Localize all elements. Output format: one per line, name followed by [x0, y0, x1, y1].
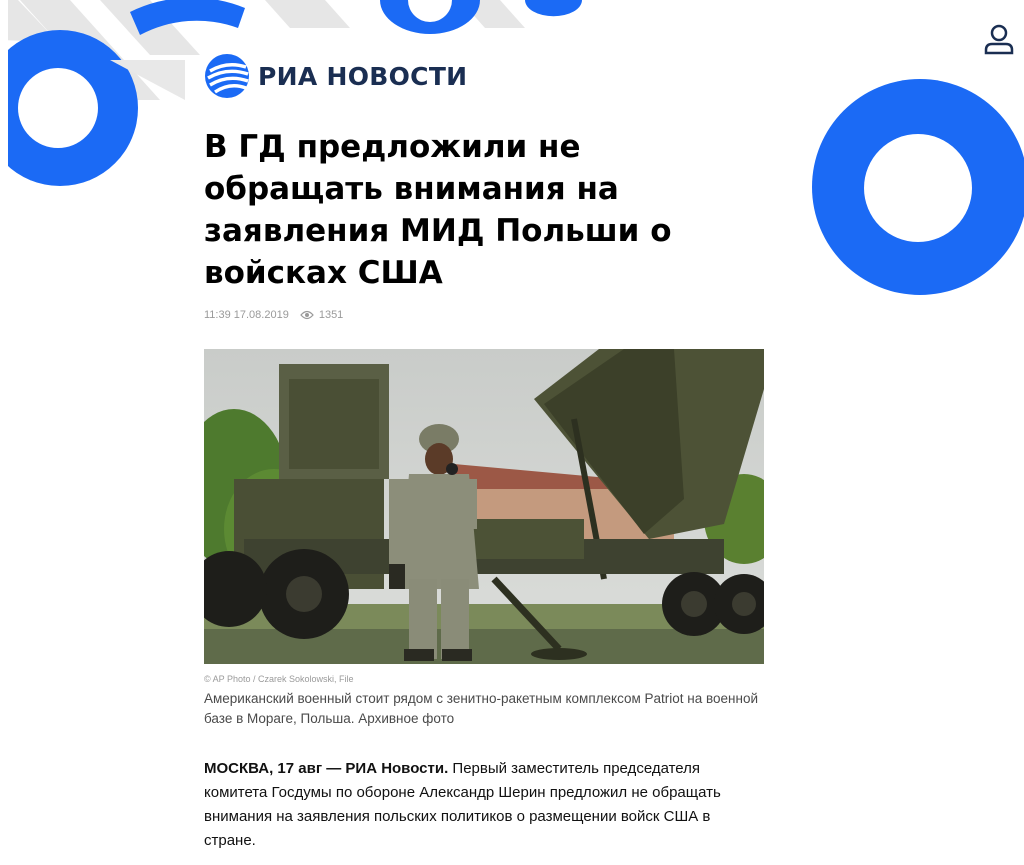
article-body-text: Первый заместитель председателя комитета Госдумы по обороне Александр Шерин предложил не обращать внимания на заявления польских политиков о размещении войск США в стране. [204, 760, 721, 849]
eye-icon [300, 310, 314, 320]
logo-text: РИА НОВОСТИ [258, 61, 468, 91]
article-body [204, 757, 764, 853]
article-datetime: 11:39 17.08.2019 [204, 309, 289, 321]
view-count: 1351 [318, 309, 344, 321]
article-meta [204, 309, 343, 321]
ria-globe-icon [204, 53, 250, 99]
article-lead: МОСКВА, 17 авг — РИА Новости. [204, 760, 449, 777]
user-account-button[interactable] [982, 22, 1016, 56]
site-logo[interactable] [204, 52, 467, 100]
photo-caption: Американский военный стоит рядом с зенитно-ракетным комплексом Patriot на военной базе в Мораге, Польша. Архивное фото [204, 691, 759, 726]
user-icon [982, 22, 1016, 56]
article-title: В ГД предложили не обращать внимания на заявления МИД Польши о войсках США [204, 129, 672, 291]
article-photo[interactable] [204, 349, 764, 664]
patriot-photo-illustration [204, 349, 764, 664]
photo-credit: © AP Photo / Czarek Sokolowski, File [204, 674, 354, 684]
